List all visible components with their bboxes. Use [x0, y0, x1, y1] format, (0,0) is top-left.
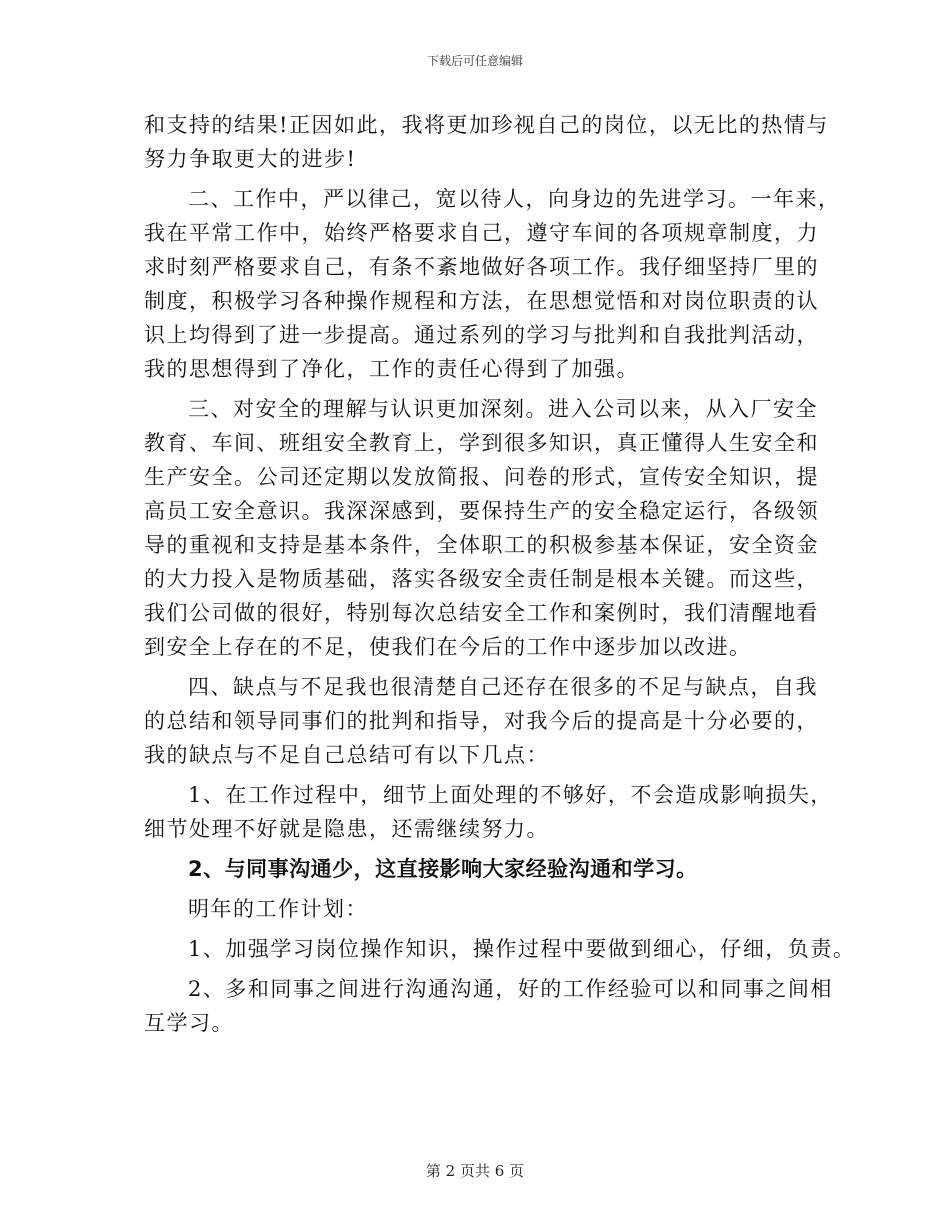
- body-line: 我在平常工作中，始终严格要求自己，遵守车间的各项规章制度，力: [144, 221, 819, 245]
- body-line: 到安全上存在的不足，使我们在今后的工作中逐步加以改进。: [144, 635, 752, 659]
- body-line: 的大力投入是物质基础，落实各级安全责任制是根本关键。而这些，: [144, 567, 819, 591]
- page-number: 第 2 页共 6 页: [425, 1162, 525, 1180]
- document-body: [144, 108, 856, 1040]
- list-item-2-bold: 2、与同事沟通少，这直接影响大家经验沟通和学习。: [188, 857, 698, 881]
- plan-heading: 明年的工作计划：: [188, 897, 368, 921]
- body-line: 识上均得到了进一步提高。通过系列的学习与批判和自我批判活动，: [144, 323, 819, 347]
- body-line: 高员工安全意识。我深深感到，要保持生产的安全稳定运行，各级领: [144, 499, 819, 523]
- body-line: 生产安全。公司还定期以发放简报、问卷的形式，宣传安全知识，提: [144, 465, 819, 489]
- plan-item-2-line: 2、多和同事之间进行沟通沟通，好的工作经验可以和同事之间相: [188, 977, 833, 1001]
- body-line: 制度，积极学习各种操作规程和方法，在思想觉悟和对岗位职责的认: [144, 289, 819, 313]
- body-line: 的总结和领导同事们的批判和指导，对我今后的提高是十分必要的，: [144, 709, 819, 733]
- body-line: 我们公司做的很好，特别每次总结安全工作和案例时，我们清醒地看: [144, 601, 819, 625]
- body-line: 求时刻严格要求自己，有条不紊地做好各项工作。我仔细坚持厂里的: [144, 255, 819, 279]
- body-line: 导的重视和支持是基本条件，全体职工的积极参基本保证，安全资金: [144, 533, 819, 557]
- list-item-1-line: 1、在工作过程中，细节上面处理的不够好，不会造成影响损失，: [188, 783, 833, 807]
- body-line: 我的思想得到了净化，工作的责任心得到了加强。: [144, 357, 639, 381]
- section-4-heading-line: 四、缺点与不足我也很清楚自己还存在很多的不足与缺点，自我: [188, 675, 818, 699]
- section-3-heading-line: 三、对安全的理解与认识更加深刻。进入公司以来，从入厂安全: [188, 397, 818, 421]
- body-line: 互学习。: [144, 1011, 234, 1035]
- body-line: 细节处理不好就是隐患，还需继续努力。: [144, 817, 549, 841]
- body-line: 和支持的结果!正因如此，我将更加珍视自己的岗位，以无比的热情与: [144, 113, 829, 137]
- body-line: 努力争取更大的进步!: [144, 147, 357, 171]
- body-line: 教育、车间、班组安全教育上，学到很多知识，真正懂得人生安全和: [144, 431, 819, 455]
- plan-item-1: 1、加强学习岗位操作知识，操作过程中要做到细心，仔细，负责。: [188, 937, 856, 961]
- section-2-heading-line: 二、工作中，严以律己，宽以待人，向身边的先进学习。一年来，: [188, 187, 841, 211]
- body-line: 我的缺点与不足自己总结可有以下几点：: [144, 743, 549, 767]
- page-header-note: 下载后可任意编辑: [426, 54, 523, 68]
